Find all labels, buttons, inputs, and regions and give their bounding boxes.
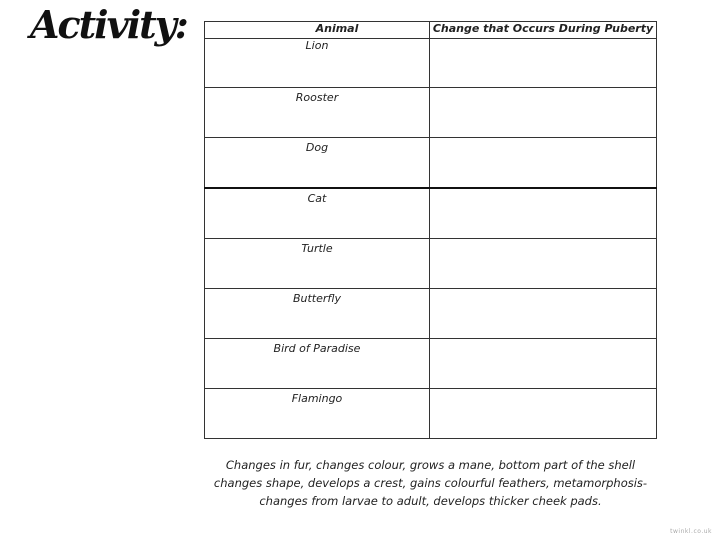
animal-cell: Flamingo xyxy=(205,389,430,439)
animal-cell: Butterfly xyxy=(205,289,430,339)
animal-cell: Lion xyxy=(205,39,430,88)
animal-cell: Turtle xyxy=(205,239,430,289)
answer-bank: Changes in fur, changes colour, grows a mane, bottom part of the shell changes shape, develops a crest, gains colourful feathers, metamorphosis- changes from larvae to adult, develops thicker cheek pads. xyxy=(213,458,648,508)
header-change: Change that Occurs During Puberty xyxy=(430,22,657,39)
change-answer-cell[interactable] xyxy=(430,239,657,289)
table-row xyxy=(205,389,657,439)
change-answer-cell[interactable] xyxy=(430,389,657,439)
table-row xyxy=(205,239,657,289)
table-row xyxy=(205,88,657,138)
animal-cell: Bird of Paradise xyxy=(205,339,430,389)
table-row xyxy=(205,188,657,239)
header-animal: Animal xyxy=(205,22,430,39)
activity-table xyxy=(204,21,657,439)
page-title: Activity: xyxy=(30,2,187,47)
change-answer-cell[interactable] xyxy=(430,138,657,189)
animal-cell: Rooster xyxy=(205,88,430,138)
table-row xyxy=(205,39,657,88)
change-answer-cell[interactable] xyxy=(430,188,657,239)
table-row xyxy=(205,138,657,189)
animal-cell: Cat xyxy=(205,188,430,239)
change-answer-cell[interactable] xyxy=(430,39,657,88)
table-row xyxy=(205,339,657,389)
change-answer-cell[interactable] xyxy=(430,88,657,138)
footer-watermark: twinkl.co.uk xyxy=(670,528,712,535)
change-answer-cell[interactable] xyxy=(430,289,657,339)
table-row xyxy=(205,289,657,339)
table-header-row xyxy=(205,22,657,39)
change-answer-cell[interactable] xyxy=(430,339,657,389)
animal-cell: Dog xyxy=(205,138,430,189)
